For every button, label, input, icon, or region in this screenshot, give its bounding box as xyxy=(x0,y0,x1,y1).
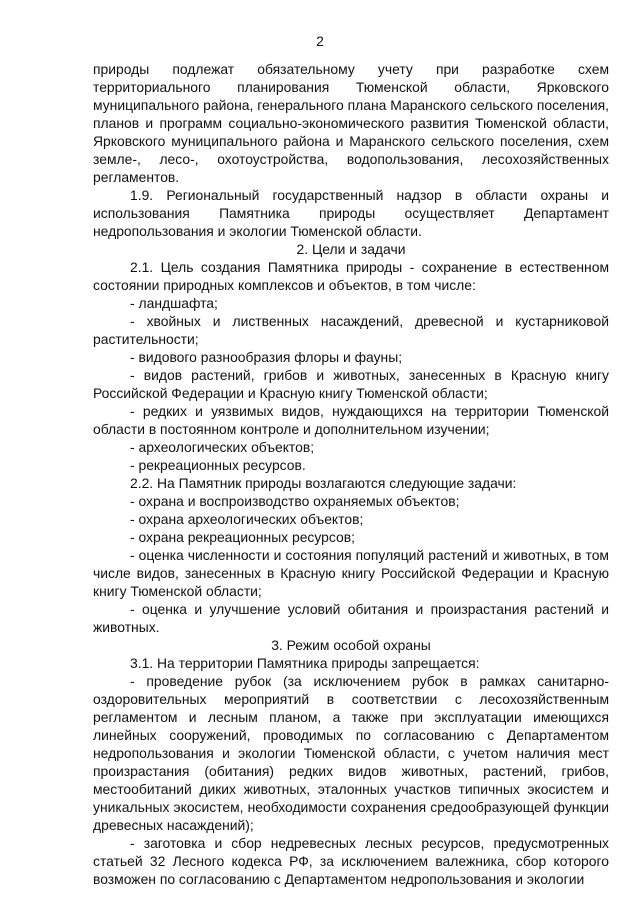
paragraph: 3.1. На территории Памятника природы запрещается: xyxy=(130,655,480,671)
list-item: - охрана археологических объектов; xyxy=(130,511,364,527)
list-item: - видового разнообразия флоры и фауны; xyxy=(130,349,403,365)
list-item: - видов растений, грибов и животных, занесенных в Красную книгу Российской Федерации и Красную книгу Тюменской области; xyxy=(93,367,609,401)
paragraph: природы подлежат обязательному учету при разработке схем территориального планирования Тюменской области, Ярковского муниципального района, генерального плана Маранского сельского поселения, планов и программ социально-экономического развития Тюменской области, Ярковского муниципального района и Маранского сельского поселения, схем земле-, лесо-, охотоустройства, водопользования, лесохозяйственных регламентов. xyxy=(93,61,609,185)
section-heading: 2. Цели и задачи xyxy=(296,241,406,257)
list-item: - оценка численности и состояния популяций растений и животных, в том числе видов, занесенных в Красную книгу Российской Федерации и Красную книгу Тюменской области; xyxy=(93,547,609,599)
list-item: - рекреационных ресурсов. xyxy=(130,457,306,473)
list-item: - археологических объектов; xyxy=(130,439,315,455)
list-item: - охрана рекреационных ресурсов; xyxy=(130,529,355,545)
paragraph: 2.2. На Памятник природы возлагаются следующие задачи: xyxy=(130,475,517,491)
section-heading: 3. Режим особой охраны xyxy=(271,637,431,653)
document-body xyxy=(93,60,609,888)
list-item: - редких и уязвимых видов, нуждающихся на территории Тюменской области в постоянном контроле и дополнительном изучении; xyxy=(93,403,609,437)
page-number: 2 xyxy=(316,33,324,49)
paragraph: 2.1. Цель создания Памятника природы - сохранение в естественном состоянии природных комплексов и объектов, в том числе: xyxy=(93,259,609,293)
list-item: - проведение рубок (за исключением рубок в рамках санитарно-оздоровительных мероприятий в соответствии с лесохозяйственным регламентом и лесным планом, а также при эксплуатации имеющихся линейных сооружений, проводимых по согласованию с Департаментом недропользования и экологии Тюменской области, с учетом наличия мест произрастания (обитания) редких видов животных, растений, грибов, местообитаний диких животных, эталонных участков типичных экосистем и уникальных экосистем, необходимости сохранения средообразующей функции древесных насаждений); xyxy=(93,673,609,833)
list-item: - ландшафта; xyxy=(130,295,218,311)
paragraph: 1.9. Региональный государственный надзор в области охраны и использования Памятника природы осуществляет Департамент недропользования и экологии Тюменской области. xyxy=(93,187,609,239)
list-item: - заготовка и сбор недревесных лесных ресурсов, предусмотренных статьей 32 Лесного кодекса РФ, за исключением валежника, сбор которого возможен по согласованию с Департаментом недропользования и экологии xyxy=(93,835,609,887)
list-item: - оценка и улучшение условий обитания и произрастания растений и животных. xyxy=(93,601,609,635)
list-item: - хвойных и лиственных насаждений, древесной и кустарниковой растительности; xyxy=(93,313,609,347)
list-item: - охрана и воспроизводство охраняемых объектов; xyxy=(130,493,460,509)
